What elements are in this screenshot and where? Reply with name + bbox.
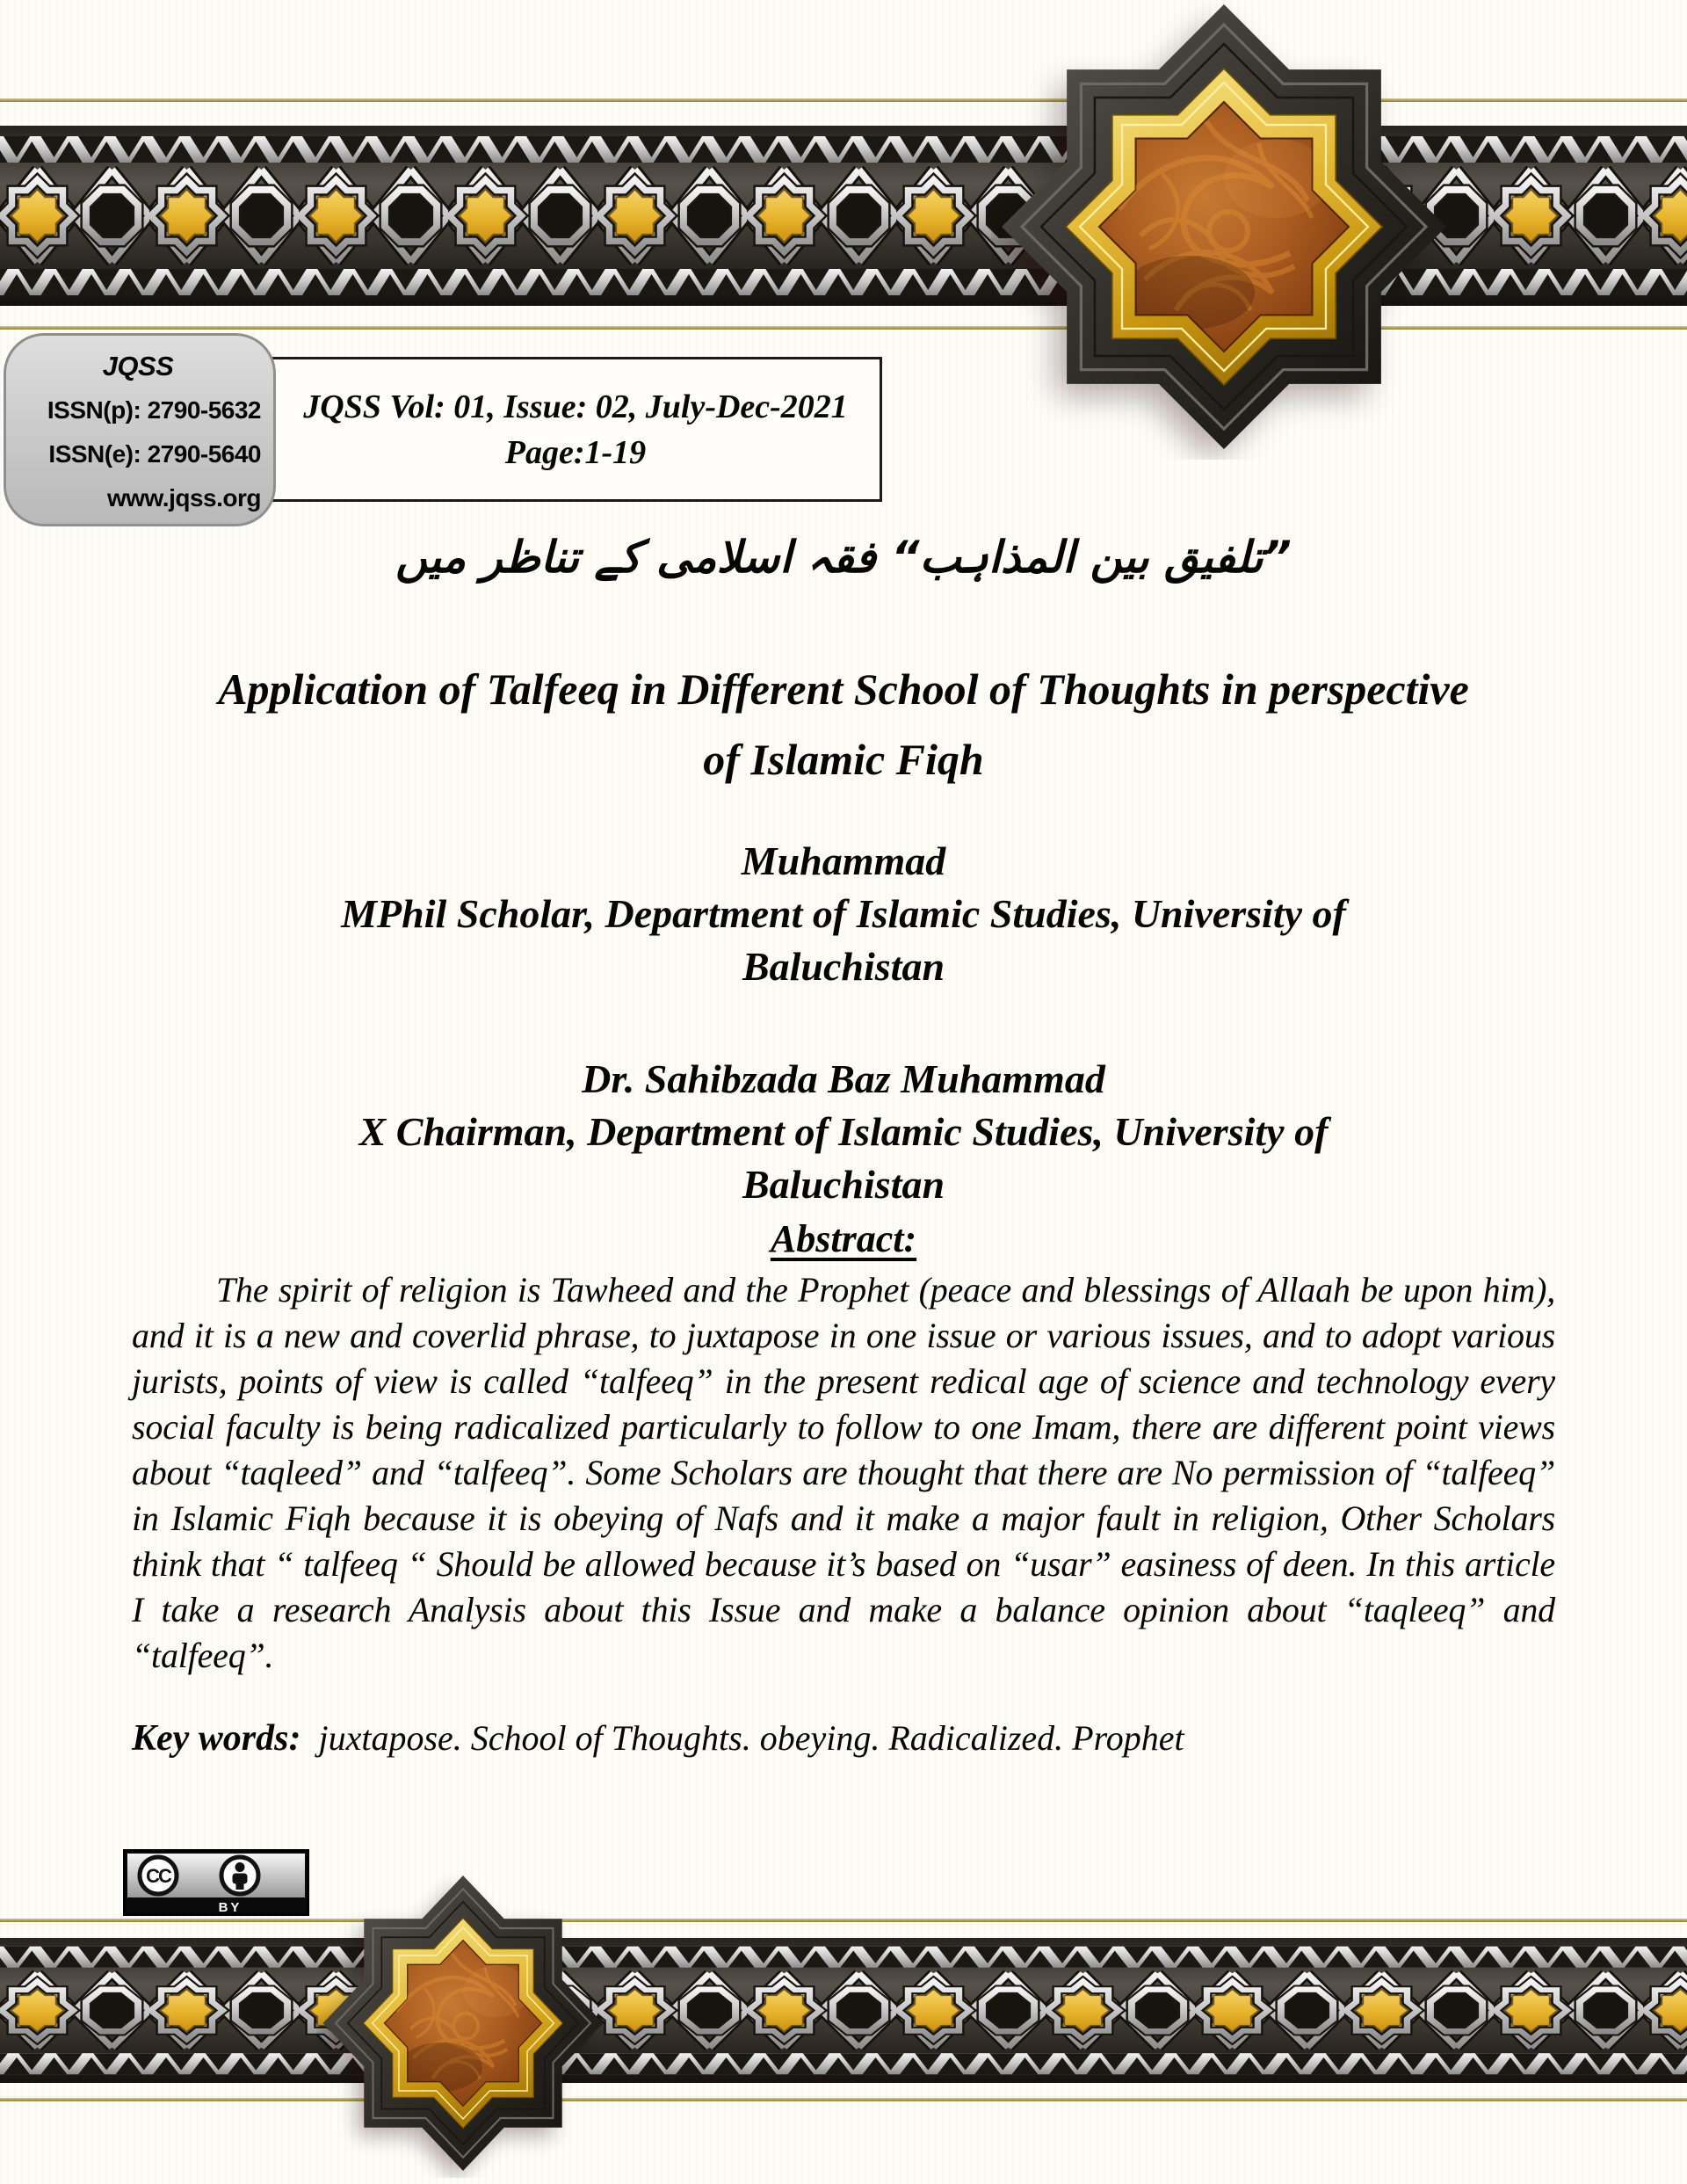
ornament-band-bottom <box>0 1938 1687 2083</box>
title-line-1: Application of Talfeeq in Different School of Thoughts in perspective <box>218 664 1469 714</box>
keywords-text: juxtapose. School of Thoughts. obeying. Radicalized. Prophet <box>318 1718 1184 1758</box>
person-icon <box>221 1857 258 1894</box>
keywords-label: Key words: <box>132 1718 301 1759</box>
star-medallion-icon <box>991 0 1457 460</box>
gold-rule-bottom-1 <box>0 1919 1687 1922</box>
keywords-line <box>132 1717 1555 1760</box>
author-affiliation-line: Baluchistan <box>742 944 945 989</box>
journal-name: JQSS <box>102 351 174 381</box>
author-affiliation-line: X Chairman, Department of Islamic Studies, University of <box>358 1109 1329 1154</box>
issn-online: ISSN(e): 2790-5640 <box>48 440 261 468</box>
article-title-urdu: ”تلفیق بین المذاہب“ فقہ اسلامی کے تناظر میں <box>395 532 1292 583</box>
star-medallion-icon <box>316 1868 610 2178</box>
abstract-paragraph: The spirit of religion is Tawheed and the Prophet (peace and blessings of Allaah be upon him), and it is a new and coverlid phrase, to juxtapose in one issue or various issues, and to adopt various jurists, points of view is called “talfeeq” in the present redical age of science and technology every social faculty is being radicalized particularly to follow to one Imam, there are different point views about “taqleed” and “talfeeq”. Some Scholars are thought that there are No permission of “talfeeq” in Islamic Fiqh because it is obeying of Nafs and it make a major fault in religion, Other Scholars think that “ talfeeq “ Should be allowed because it’s based on “usar” easiness of deen. In this article I take a research Analysis about this Issue and make a balance opinion about “taqleeq” and “talfeeq”. <box>132 1270 1555 1675</box>
author-affiliation-line: MPhil Scholar, Department of Islamic Studies, University of <box>341 891 1346 936</box>
volume-issue-line: JQSS Vol: 01, Issue: 02, July-Dec-2021 <box>303 388 848 425</box>
author-affiliation-line: Baluchistan <box>742 1162 945 1207</box>
abstract-heading: Abstract: <box>770 1217 917 1260</box>
author-block-1 <box>132 835 1555 993</box>
article-title-english <box>132 654 1555 795</box>
svg-text:CC: CC <box>146 1865 170 1887</box>
author-name: Muhammad <box>741 838 946 883</box>
cc-by-license-badge[interactable] <box>123 1849 309 1916</box>
cc-icon <box>140 1857 177 1894</box>
journal-website-link[interactable]: www.jqss.org <box>107 484 261 512</box>
author-name: Dr. Sahibzada Baz Muhammad <box>582 1056 1105 1101</box>
author-block-2 <box>132 1053 1555 1211</box>
gold-rule-bottom-2 <box>0 2098 1687 2101</box>
page-range-line: Page:1-19 <box>504 433 647 471</box>
by-label: BY <box>218 1900 243 1915</box>
issn-print: ISSN(p): 2790-5632 <box>47 396 261 424</box>
volume-issue-box <box>269 357 882 502</box>
journal-identity-box <box>4 333 276 526</box>
title-line-2: of Islamic Fiqh <box>703 735 984 784</box>
